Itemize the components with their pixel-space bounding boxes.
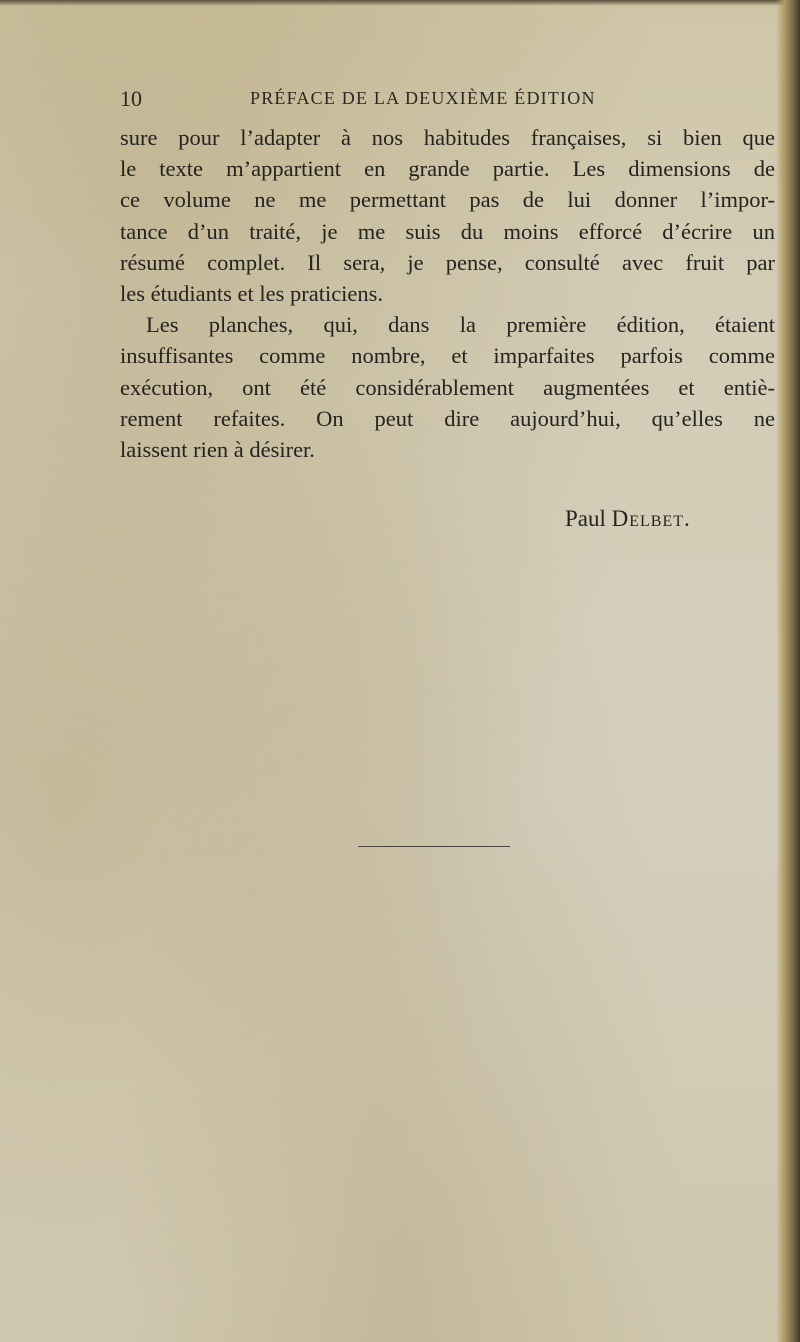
text-line: résumé complet. Il sera, je pense, consulté avec fruit par [120, 249, 775, 275]
running-head [120, 86, 760, 116]
author-signature [565, 506, 691, 532]
text-line: les étudiants et les praticiens. [120, 281, 384, 307]
text-line: Les planches, qui, dans la première édition, étaient [146, 312, 775, 338]
running-head-title: PRÉFACE DE LA DEUXIÈME ÉDITION [250, 88, 596, 108]
text-line: le texte m’appartient en grande partie. Les dimensions de [120, 156, 775, 182]
paragraph-1 [120, 122, 775, 309]
page-binding-edge [776, 0, 800, 1342]
paragraph-2 [120, 309, 775, 465]
signature-first-name: Paul [565, 506, 606, 531]
text-line: rement refaites. On peut dire aujourd’hui, qu’elles ne [120, 405, 775, 431]
signature-last-name: Delbet. [611, 506, 691, 531]
text-line: sure pour l’adapter à nos habitudes françaises, si bien que [120, 125, 775, 150]
text-line: laissent rien à désirer. [120, 437, 315, 463]
text-line: insuffisantes comme nombre, et imparfaites parfois comme [120, 343, 775, 369]
text-line: exécution, ont été considérablement augmentées et entiè- [120, 374, 775, 400]
text-line: ce volume ne me permettant pas de lui donner l’impor- [120, 187, 775, 213]
page-top-edge [0, 0, 800, 6]
section-end-rule [358, 846, 510, 847]
text-line: tance d’un traité, je me suis du moins efforcé d’écrire un [120, 218, 775, 244]
page-number: 10 [120, 86, 142, 111]
body-text [120, 122, 775, 465]
